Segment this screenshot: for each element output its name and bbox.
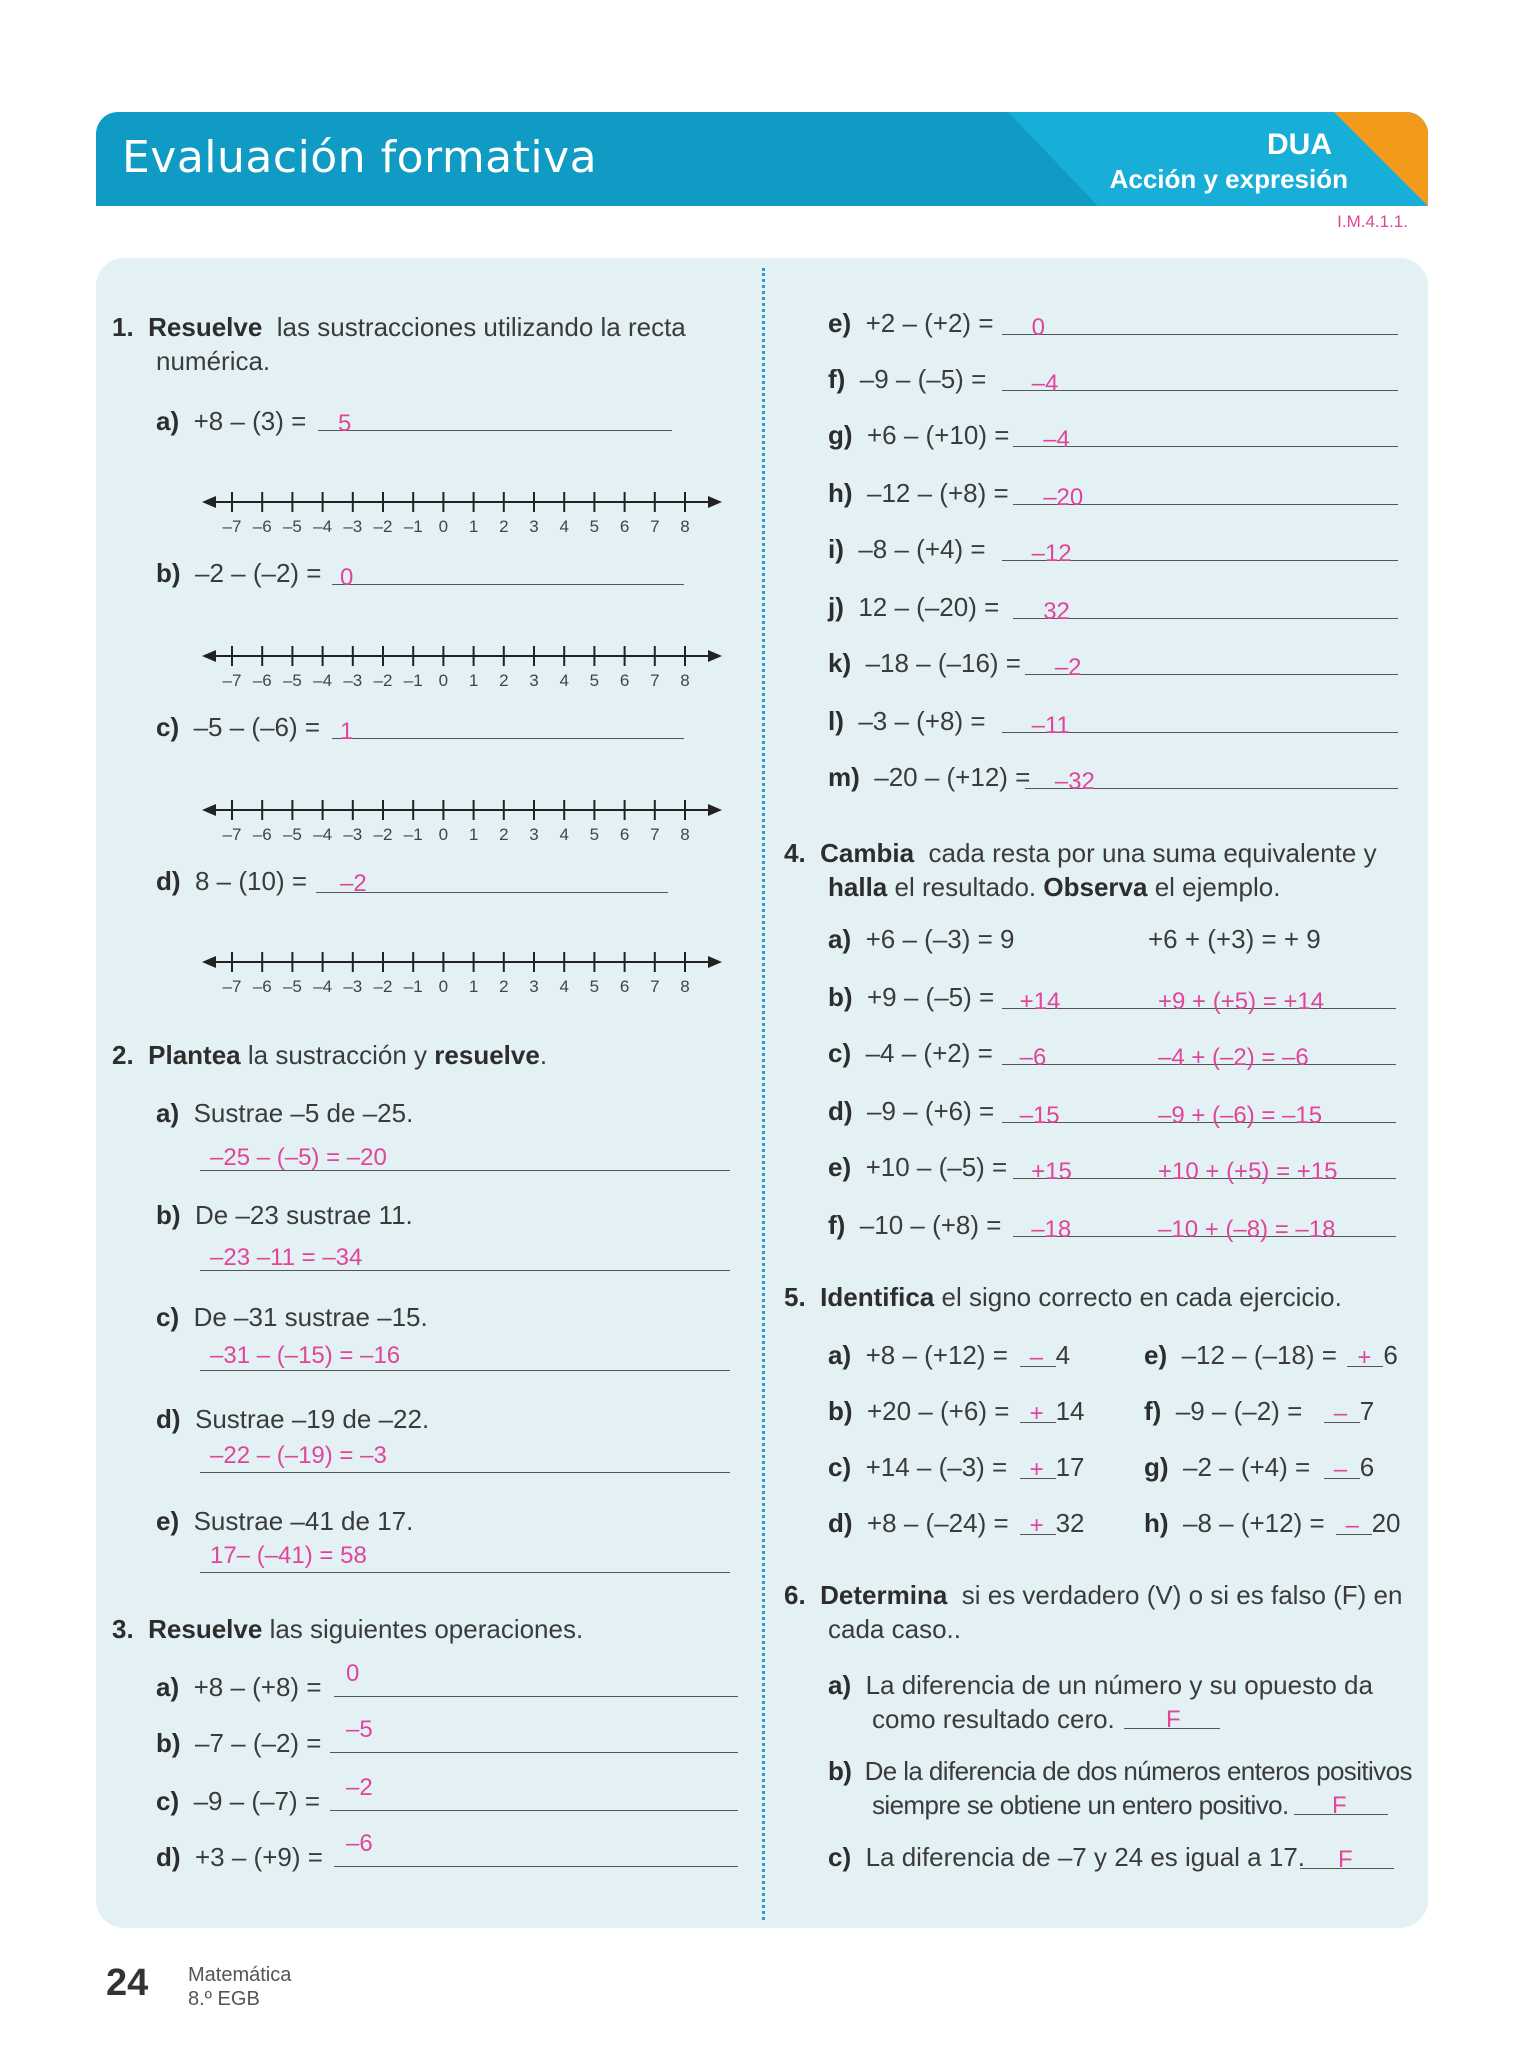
q3-item-k: k) –18 – (–16) = <box>828 648 1021 678</box>
number-line-tick-label: –7 <box>222 517 242 536</box>
q3-answer-j: 32 <box>1043 598 1070 625</box>
q6-answer-b: F <box>1332 1792 1347 1819</box>
q4-answer-f: –18 <box>1031 1216 1072 1243</box>
number-line-tick-label: –3 <box>343 671 363 690</box>
number-line-tick-label: –5 <box>282 671 302 690</box>
q3-answer-b: –5 <box>346 1716 373 1743</box>
dua-subtitle: Acción y expresión <box>1109 164 1348 194</box>
q5-item-b: b) +20 – (+6) = <box>828 1396 1010 1426</box>
arrow-right-icon <box>708 650 722 662</box>
q3-answer-f: –4 <box>1031 370 1059 397</box>
q3-answer-l: –11 <box>1031 712 1070 739</box>
number-line-tick-label: 3 <box>529 825 539 844</box>
number-line-tick-label: –1 <box>403 517 423 536</box>
q5-sign-c: + <box>1029 1456 1044 1483</box>
number-line-tick-label: 1 <box>468 517 479 536</box>
answer-line[interactable] <box>200 1572 730 1573</box>
number-line-tick-label: 7 <box>650 977 660 996</box>
q4-heading-cont: halla el resultado. Observa el ejemplo. <box>828 872 1281 902</box>
q6-heading: 6. Determina si es verdadero (V) o si es falso (F) en <box>784 1580 1403 1610</box>
number-line-tick-label: 6 <box>619 977 630 996</box>
q3-item-e: e) +2 – (+2) = <box>828 308 994 338</box>
number-line-tick-label: 2 <box>499 517 509 536</box>
number-line-tick-label: –4 <box>313 825 333 844</box>
answer-line[interactable] <box>1013 446 1398 447</box>
number-line-tick-label: 5 <box>589 671 600 690</box>
number-line <box>202 488 722 538</box>
number-line-tick-label: 2 <box>499 825 509 844</box>
q5-value-a: 4 <box>1055 1340 1071 1370</box>
q3-item-h: h) –12 – (+8) = <box>828 478 1009 508</box>
number-line-tick-label: 0 <box>438 671 449 690</box>
number-line-tick-label: 3 <box>529 517 539 536</box>
q3-answer-i: –12 <box>1031 540 1072 567</box>
q1-answer-d: –2 <box>340 870 367 897</box>
q1-item-d: d) 8 – (10) = <box>156 866 308 896</box>
number-line-tick-label: 7 <box>650 671 660 690</box>
answer-line[interactable] <box>1002 390 1398 391</box>
answer-line[interactable] <box>318 430 672 431</box>
answer-line[interactable] <box>316 892 668 893</box>
q3-answer-d: –6 <box>346 1830 373 1857</box>
number-line-tick-label: –3 <box>343 977 363 996</box>
q4-item-e: e) +10 – (–5) = <box>828 1152 1008 1182</box>
number-line-svg <box>202 488 722 538</box>
q2-item-d: d) Sustrae –19 de –22. <box>156 1404 430 1434</box>
q3-answer-a: 0 <box>346 1660 360 1687</box>
answer-line[interactable] <box>1002 334 1398 335</box>
q5-value-d: 32 <box>1055 1508 1085 1538</box>
q6-answer-c: F <box>1338 1846 1353 1873</box>
number-line-tick-label: 5 <box>589 517 600 536</box>
number-line-tick-label: –1 <box>403 825 423 844</box>
q6-item-b-cont: siempre se obtiene un entero positivo. <box>872 1790 1289 1820</box>
answer-line[interactable] <box>200 1370 730 1371</box>
number-line-tick-label: 8 <box>680 825 690 844</box>
q5-sign-e: + <box>1357 1344 1372 1371</box>
number-line-tick-label: –5 <box>282 977 302 996</box>
q1-item-b: b) –2 – (–2) = <box>156 558 322 588</box>
number-line-tick-label: 7 <box>650 825 660 844</box>
q3-answer-h: –20 <box>1043 484 1084 511</box>
q5-item-c: c) +14 – (–3) = <box>828 1452 1008 1482</box>
arrow-right-icon <box>708 956 722 968</box>
number-line-tick-label: 6 <box>619 517 630 536</box>
q3-heading: 3. Resuelve las siguientes operaciones. <box>112 1614 584 1644</box>
q5-value-f: 7 <box>1359 1396 1375 1426</box>
number-line-tick-label: –1 <box>403 977 423 996</box>
number-line-tick-label: 1 <box>468 825 479 844</box>
q4-sum-e: +10 + (+5) = +15 <box>1158 1158 1338 1185</box>
q1-item-c: c) –5 – (–6) = <box>156 712 321 742</box>
number-line-tick-label: 0 <box>438 517 449 536</box>
q4-answer-c: –6 <box>1019 1044 1047 1071</box>
subject-label: Matemática <box>188 1964 292 1986</box>
q4-item-b: b) +9 – (–5) = <box>828 982 995 1012</box>
q4-answer-e: +15 <box>1031 1158 1072 1185</box>
q4-heading: 4. Cambia cada resta por una suma equivalente y <box>784 838 1377 868</box>
number-line-tick-label: –5 <box>282 825 302 844</box>
page-number: 24 <box>106 1962 149 2004</box>
q6-answer-a: F <box>1166 1706 1181 1733</box>
number-line-tick-label: 1 <box>468 671 479 690</box>
answer-line[interactable] <box>334 1696 738 1697</box>
number-line-tick-label: –3 <box>343 825 363 844</box>
q3-answer-k: –2 <box>1054 654 1082 681</box>
arrow-left-icon <box>202 650 216 662</box>
q2-answer-b: –23 –11 = –34 <box>210 1244 363 1271</box>
number-line-tick-label: 6 <box>619 825 630 844</box>
number-line-tick-label: 4 <box>559 825 569 844</box>
q4-sum-f: –10 + (–8) = –18 <box>1158 1216 1336 1243</box>
q4-example-sum: +6 + (+3) = + 9 <box>1148 924 1321 954</box>
q5-item-h: h) –8 – (+12) = <box>1144 1508 1325 1538</box>
answer-line[interactable] <box>1013 618 1398 619</box>
number-line-tick-label: –2 <box>373 825 393 844</box>
number-line-tick-label: 8 <box>680 977 690 996</box>
page-title: Evaluación formativa <box>122 132 598 183</box>
q6-item-a: a) La diferencia de un número y su opuesto da <box>828 1670 1373 1700</box>
number-line-tick-label: 4 <box>559 977 569 996</box>
q3-item-m: m) –20 – (+12) = <box>828 762 1031 792</box>
q2-answer-c: –31 – (–15) = –16 <box>210 1342 401 1369</box>
q5-sign-g: – <box>1333 1456 1348 1483</box>
number-line-tick-label: –1 <box>403 671 423 690</box>
q1-answer-b: 0 <box>340 564 354 591</box>
number-line-tick-label: 7 <box>650 517 660 536</box>
q4-item-c: c) –4 – (+2) = <box>828 1038 993 1068</box>
number-line-tick-label: –6 <box>252 825 272 844</box>
q3-answer-m: –32 <box>1054 768 1095 795</box>
number-line-tick-label: –5 <box>282 517 302 536</box>
arrow-right-icon <box>708 496 722 508</box>
number-line-tick-label: –4 <box>313 671 333 690</box>
column-divider <box>762 268 765 1920</box>
number-line-tick-label: 4 <box>559 517 569 536</box>
q3-item-l: l) –3 – (+8) = <box>828 706 986 736</box>
number-line <box>202 796 722 846</box>
curriculum-code: I.M.4.1.1. <box>1337 212 1408 231</box>
q2-heading: 2. Plantea la sustracción y resuelve. <box>112 1040 548 1070</box>
number-line-tick-label: –2 <box>373 517 393 536</box>
q4-item-a: a) +6 – (–3) = 9 <box>828 924 1015 954</box>
q5-value-g: 6 <box>1359 1452 1375 1482</box>
q2-answer-e: 17– (–41) = 58 <box>210 1542 367 1569</box>
q5-sign-f: – <box>1333 1400 1348 1427</box>
q3-item-b: b) –7 – (–2) = <box>156 1728 322 1758</box>
number-line-tick-label: –2 <box>373 671 393 690</box>
q6-item-a-cont: como resultado cero. <box>872 1704 1115 1734</box>
q4-item-f: f) –10 – (+8) = <box>828 1210 1002 1240</box>
q5-sign-h: – <box>1345 1512 1359 1539</box>
number-line-tick-label: 8 <box>680 517 690 536</box>
number-line-tick-label: 2 <box>499 671 509 690</box>
q5-value-c: 17 <box>1055 1452 1085 1482</box>
number-line-tick-label: 0 <box>438 825 449 844</box>
q5-value-h: 20 <box>1371 1508 1401 1538</box>
number-line-tick-label: 2 <box>499 977 509 996</box>
number-line-tick-label: 4 <box>559 671 569 690</box>
q5-item-d: d) +8 – (–24) = <box>828 1508 1009 1538</box>
q5-heading: 5. Identifica el signo correcto en cada ejercicio. <box>784 1282 1342 1312</box>
number-line-tick-label: –3 <box>343 517 363 536</box>
q6-heading-cont: cada caso.. <box>828 1614 961 1644</box>
header-banner <box>96 112 1428 206</box>
answer-line[interactable] <box>200 1472 730 1473</box>
q4-answer-b: +14 <box>1019 988 1061 1015</box>
q1-answer-a: 5 <box>338 410 352 437</box>
q1-item-a: a) +8 – (3) = <box>156 406 307 436</box>
q4-answer-d: –15 <box>1019 1102 1060 1129</box>
number-line-svg <box>202 642 722 692</box>
number-line-svg <box>202 796 722 846</box>
number-line-tick-label: –7 <box>222 977 242 996</box>
arrow-left-icon <box>202 804 216 816</box>
answer-line[interactable] <box>332 738 684 739</box>
number-line-tick-label: 5 <box>589 977 600 996</box>
q4-sum-b: +9 + (+5) = +14 <box>1158 988 1325 1015</box>
q2-answer-a: –25 – (–5) = –20 <box>210 1144 387 1171</box>
q4-item-d: d) –9 – (+6) = <box>828 1096 995 1126</box>
arrow-left-icon <box>202 496 216 508</box>
q3-item-j: j) 12 – (–20) = <box>828 592 1000 622</box>
q5-item-f: f) –9 – (–2) = <box>1144 1396 1303 1426</box>
number-line-tick-label: –7 <box>222 671 242 690</box>
number-line-tick-label: –6 <box>252 517 272 536</box>
grade-label: 8.º EGB <box>188 1988 260 2010</box>
number-line-tick-label: 0 <box>438 977 449 996</box>
q6-item-c: c) La diferencia de –7 y 24 es igual a 17. <box>828 1842 1306 1872</box>
arrow-left-icon <box>202 956 216 968</box>
number-line-tick-label: –7 <box>222 825 242 844</box>
q2-item-e: e) Sustrae –41 de 17. <box>156 1506 414 1536</box>
number-line-svg <box>202 948 722 998</box>
number-line-tick-label: 1 <box>468 977 479 996</box>
q3-item-c: c) –9 – (–7) = <box>156 1786 321 1816</box>
q5-sign-d: + <box>1029 1512 1044 1539</box>
q4-sum-c: –4 + (–2) = –6 <box>1158 1044 1309 1071</box>
number-line-tick-label: 3 <box>529 671 539 690</box>
answer-line[interactable] <box>200 1270 730 1271</box>
q1-heading: 1. Resuelve las sustracciones utilizando la recta <box>112 312 686 342</box>
answer-line[interactable] <box>334 1866 738 1867</box>
number-line-tick-label: –6 <box>252 977 272 996</box>
q2-answer-d: –22 – (–19) = –3 <box>210 1442 387 1469</box>
q5-item-e: e) –12 – (–18) = <box>1144 1340 1337 1370</box>
number-line-tick-label: 6 <box>619 671 630 690</box>
q3-answer-e: 0 <box>1031 314 1045 341</box>
number-line-tick-label: 3 <box>529 977 539 996</box>
q5-item-a: a) +8 – (+12) = <box>828 1340 1008 1370</box>
number-line-tick-label: 5 <box>589 825 600 844</box>
q2-item-b: b) De –23 sustrae 11. <box>156 1200 413 1230</box>
q3-item-a: a) +8 – (+8) = <box>156 1672 322 1702</box>
answer-line[interactable] <box>200 1170 730 1171</box>
q2-item-c: c) De –31 sustrae –15. <box>156 1302 428 1332</box>
number-line-tick-label: 8 <box>680 671 690 690</box>
answer-line[interactable] <box>330 1810 738 1811</box>
q1-answer-c: 1 <box>340 718 354 745</box>
q4-sum-d: –9 + (–6) = –15 <box>1158 1102 1323 1129</box>
number-line-tick-label: –6 <box>252 671 272 690</box>
q1-heading-cont: numérica. <box>156 346 271 376</box>
answer-line[interactable] <box>332 584 684 585</box>
arrow-right-icon <box>708 804 722 816</box>
q3-item-i: i) –8 – (+4) = <box>828 534 986 564</box>
answer-line[interactable] <box>330 1752 738 1753</box>
q3-item-d: d) +3 – (+9) = <box>156 1842 323 1872</box>
number-line <box>202 948 722 998</box>
q2-item-a: a) Sustrae –5 de –25. <box>156 1098 414 1128</box>
number-line-tick-label: –4 <box>313 977 333 996</box>
q5-item-g: g) –2 – (+4) = <box>1144 1452 1311 1482</box>
number-line-tick-label: –4 <box>313 517 333 536</box>
q5-value-b: 14 <box>1055 1396 1085 1426</box>
number-line <box>202 642 722 692</box>
q3-item-f: f) –9 – (–5) = <box>828 364 987 394</box>
number-line-tick-label: –2 <box>373 977 393 996</box>
q3-answer-c: –2 <box>346 1774 373 1801</box>
dua-label: DUA <box>1267 128 1332 161</box>
q5-sign-a: – <box>1029 1344 1043 1371</box>
q3-item-g: g) +6 – (+10) = <box>828 420 1010 450</box>
q6-item-b: b) De la diferencia de dos números enteros positivos <box>828 1756 1412 1786</box>
q5-sign-b: + <box>1029 1400 1044 1427</box>
q3-answer-g: –4 <box>1043 426 1070 453</box>
q5-value-e: 6 <box>1383 1340 1398 1370</box>
